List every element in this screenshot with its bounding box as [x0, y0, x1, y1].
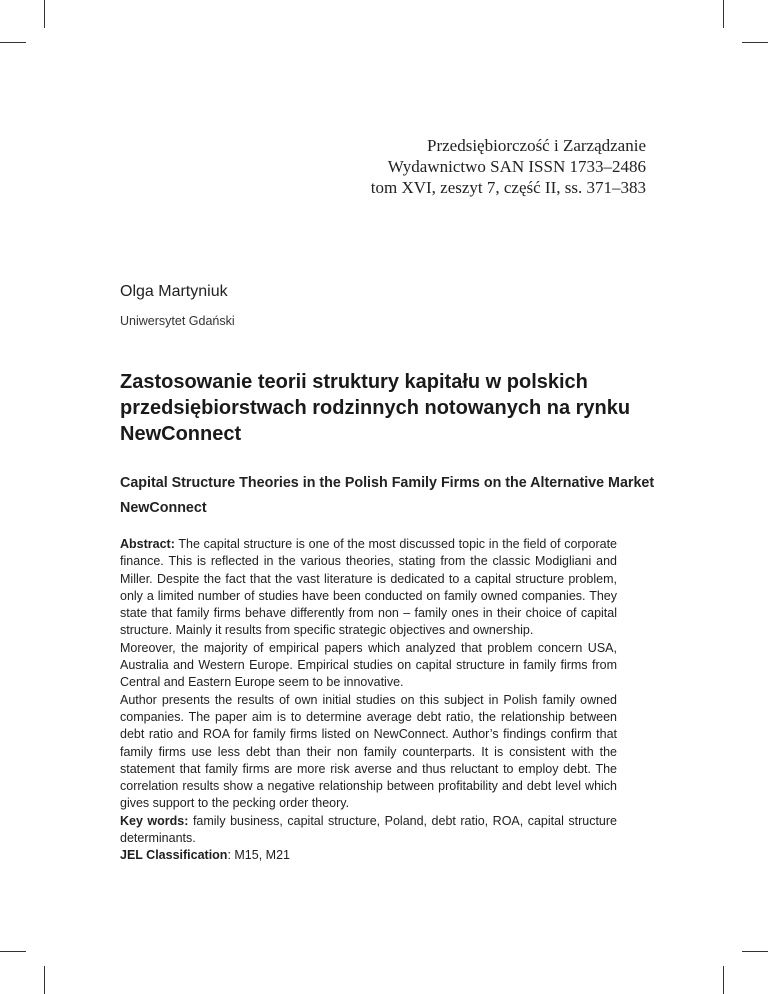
keywords-label: Key words: — [120, 813, 189, 828]
abstract-paragraph-1 — [120, 536, 617, 640]
crop-mark-bottom-right-h — [742, 951, 768, 952]
keywords — [120, 813, 617, 848]
crop-mark-top-right — [723, 0, 724, 28]
crop-mark-top-left — [44, 0, 45, 28]
abstract-section — [120, 536, 617, 865]
abstract-text-1: The capital structure is one of the most discussed topic in the field of corporate finance. This is reflected in the various theories, stating from the classic Modigliani and Miller. Despite the fact that the vast literature is dedicated to a capital structure problem, only a limited number of studies have been conducted on family owned companies. They state that family firms behave differently from non – family ones in their choice of capital structure. Mainly it results from specific strategic objectives and ownership. — [120, 537, 617, 638]
publisher-issn: Wydawnictwo SAN ISSN 1733–2486 — [387, 157, 646, 176]
crop-mark-top-right-h — [742, 42, 768, 43]
volume-pages: tom XVI, zeszyt 7, część II, ss. 371–383 — [370, 178, 646, 197]
abstract-label: Abstract: — [120, 537, 175, 551]
author-affiliation: Uniwersytet Gdański — [120, 314, 235, 328]
crop-mark-bottom-left — [44, 966, 45, 994]
jel-classification — [120, 847, 617, 864]
jel-text: : M15, M21 — [227, 848, 290, 863]
jel-label: JEL Classification — [120, 848, 228, 863]
abstract-paragraph-3: Author presents the results of own initial studies on this subject in Polish family owned companies. The paper aim is to determine average debt ratio, the relationship between debt ratio and ROA for family firms listed on NewConnect. Author’s findings confirm that family firms use less debt than their non family counterparts. It is consistent with the statement that family firms are more risk averse and thus reluctant to employ debt. The correlation results show a negative relationship between profitability and debt level which gives support to the pecking order theory. — [120, 692, 617, 811]
crop-mark-bottom-left-h — [0, 951, 26, 952]
paper-title-english: Capital Structure Theories in the Polish Family Firms on the Alternative Market NewConnect — [120, 475, 655, 516]
abstract-paragraph-2: Moreover, the majority of empirical papers which analyzed that problem concern USA, Australia and Western Europe. Empirical studies on capital structure in family firms from Central and Eastern Europe seem to be innovative. — [120, 640, 617, 690]
crop-mark-top-left-h — [0, 42, 26, 43]
paper-title-polish: Zastosowanie teorii struktury kapitału w polskich przedsiębiorstwach rodzinnych notowanych na rynku NewConnect — [120, 371, 631, 445]
keywords-text: family business, capital structure, Poland, debt ratio, ROA, capital structure determinants. — [120, 813, 617, 846]
journal-header — [371, 135, 646, 198]
crop-mark-bottom-right — [723, 966, 724, 994]
journal-name: Przedsiębiorczość i Zarządzanie — [427, 136, 646, 155]
author-name: Olga Martyniuk — [120, 283, 228, 300]
